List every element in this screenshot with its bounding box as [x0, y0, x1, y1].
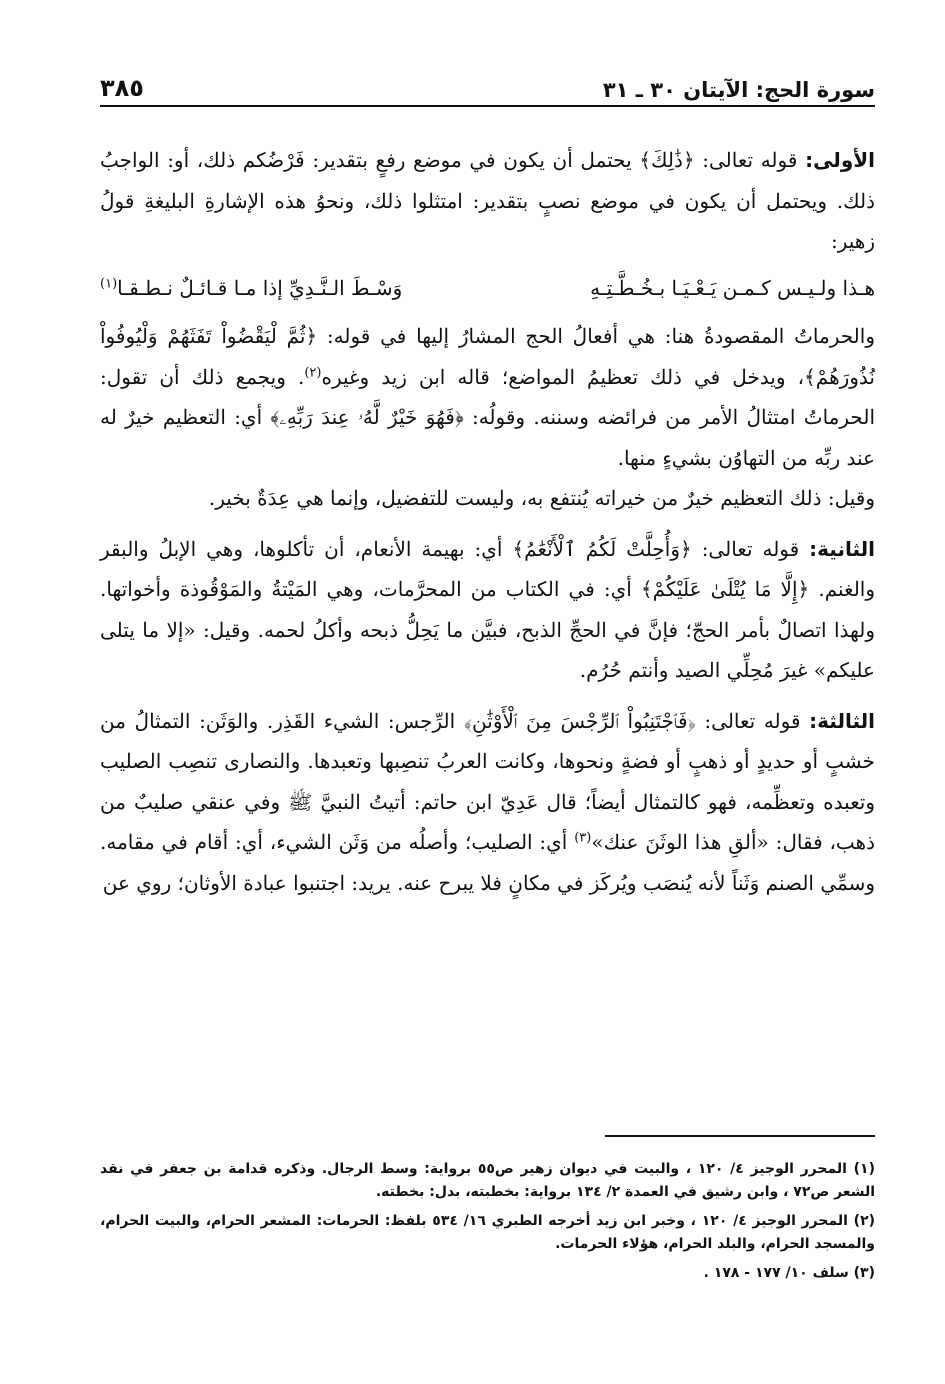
footnote-marker-3: (٣): [574, 830, 592, 846]
main-text: [100, 140, 875, 903]
verse-second-hemistich: [100, 268, 402, 309]
paragraph-sanctities: [100, 316, 875, 478]
issue-heading-first: الأولى:: [805, 148, 875, 172]
verse-first-hemistich: هـذا ولـيـس كـمـن يَـعْـيَـا بـخُـطَّـتِـهِ: [590, 275, 875, 300]
page-number: ٣٨٥: [100, 74, 144, 102]
paragraph-third-issue: [100, 701, 875, 904]
page-header: [100, 58, 875, 102]
footnote-separator: [605, 1135, 875, 1137]
poetry-verse: [100, 268, 875, 309]
issue-heading-third: الثالثة:: [809, 708, 876, 733]
paragraph-text: قوله تعالى: ﴿وَأُحِلَّتْ لَكُمُ ٱلْأَنْعَٰمُ﴾ أي: بهيمة الأنعام، أن تأكلوها، وهي الإبلُ والبقر والغنم. ﴿إِلَّا مَا يُتْلَىٰ عَلَيْكُمْ﴾ أي: في الكتاب من المحرَّمات، وهي المَيْتةُ والمَوْقُوذة وأخواتها. ولهذا اتصالٌ بأمر الحجّ؛ فإنَّ في الحجِّ الذبح، فبيَّن ما يَحِلُّ ذبحه وأكلُ لحمه. وقيل: «إلا ما يتلى عليكم» غيرَ مُحِلِّي الصيد وأنتم حُرُم.: [100, 536, 875, 682]
paragraph-text: قوله تعالى: ﴿ذَٰلِكَ﴾ يحتمل أن يكون في موضع رفعٍ بتقدير: فَرْضُكم ذلك، أو: الواجبُ ذلك. ويحتمل أن يكون في موضع نصبٍ بتقدير: امتثلوا ذلك، ونحوُ هذه الإشارةِ البليغةِ قولُ زهير:: [100, 148, 875, 253]
paragraph-text-tail: أي: الصليب؛ وأصلُه من وَثَن الشيء، أي: أقام في مقامه. وسمِّي الصنم وَثَناً لأنه يُنصَب ويُركَز في مكانٍ فلا يبرح عنه. يريد: اجتنبوا عبادة الأوثان؛ روي عن: [100, 830, 875, 895]
paragraph-alternative-view: [100, 478, 875, 519]
footnote-1: (١) المحرر الوجيز ٤/ ١٢٠ ، والبيت في ديوان زهير ص٥٥ برواية: وسط الرجال. وذكره قدامة بن جعفر في نقد الشعر ص٧٢ ، وابن رشيق في العمدة ٢/ ١٣٤ برواية: بخطبته، بدل: بخطته.: [100, 1161, 875, 1200]
paragraph-text: قوله تعالى: ﴿فَٱجْتَنِبُواْ ٱلرِّجْسَ مِنَ ٱلْأَوْثَٰنِ﴾ الرِّجس: الشيء القَذِر. والوَثَن: التمثالُ من خشبٍ أو حديدٍ أو ذهبٍ أو فضةٍ ونحوها، وكانت العربُ تنصِبها وتعبدها. والنصارى تنصِب الصليب وتعبده وتعظِّمه، فهو كالتمثال أيضاً؛ قال عَدِيّ ابن حاتم: أتيتُ النبيَّ ﷺ وفي عنقي صليبٌ من ذهب، فقال: «ألقِ هذا الوثَنَ عنك»: [100, 708, 875, 854]
footnote-3: (٣) سلف ١٠/ ١٧٧ - ١٧٨ .: [703, 1265, 875, 1281]
running-title: سورة الحج: الآيتان ٣٠ ـ ٣١: [602, 78, 875, 102]
issue-heading-second: الثانية:: [809, 536, 875, 561]
paragraph-second-issue: [100, 529, 875, 691]
footnote-marker-2: (٢): [304, 364, 322, 380]
footnotes: [100, 1158, 875, 1291]
paragraph-first-issue: [100, 140, 875, 262]
paragraph-text: والحرماتُ المقصودةُ هنا: هي أفعالُ الحج المشارُ إليها في قوله: ﴿ثُمَّ لْيَقْضُواْ تَفَثَهُمْ وَلْيُوفُواْ نُذُورَهُمْ﴾، ويدخل في ذلك تعظيمُ المواضع؛ قاله ابن زيد وغيره: [100, 324, 875, 389]
paragraph-text: وقيل: ذلك التعظيم خيرٌ من خيراته يُنتفع به، وليست للتفضيل، وإنما هي عِدَةٌ بخير.: [208, 486, 875, 510]
footnote-marker-1: (١): [100, 275, 118, 291]
footnote-2: (٢) المحرر الوجيز ٤/ ١٢٠ ، وخبر ابن زيد أخرجه الطبري ١٦/ ٥٣٤ بلفظ: الحرمات: المشعر الحرام، والبيت الحرام، والمسجد الحرام، والبلد الحرام، هؤلاء الحرمات.: [100, 1213, 876, 1252]
verse-second-hemistich-text: وَسْـطَ الـنَّـدِيِّ إذا مـا قـائـلٌ نـطـقـا: [117, 275, 403, 300]
header-rule: [100, 105, 875, 107]
paragraph-text-tail: . ويجمع ذلك أن تقول: الحرماتُ امتثالُ الأمر من فرائضه وسننه. وقولُه: ﴿فَهُوَ خَيْرٌ لَّهُۥ عِندَ رَبِّهِۦ﴾ أي: التعظيم خيرٌ له عند ربِّه من التهاوُن بشيءٍ منها.: [100, 364, 875, 470]
